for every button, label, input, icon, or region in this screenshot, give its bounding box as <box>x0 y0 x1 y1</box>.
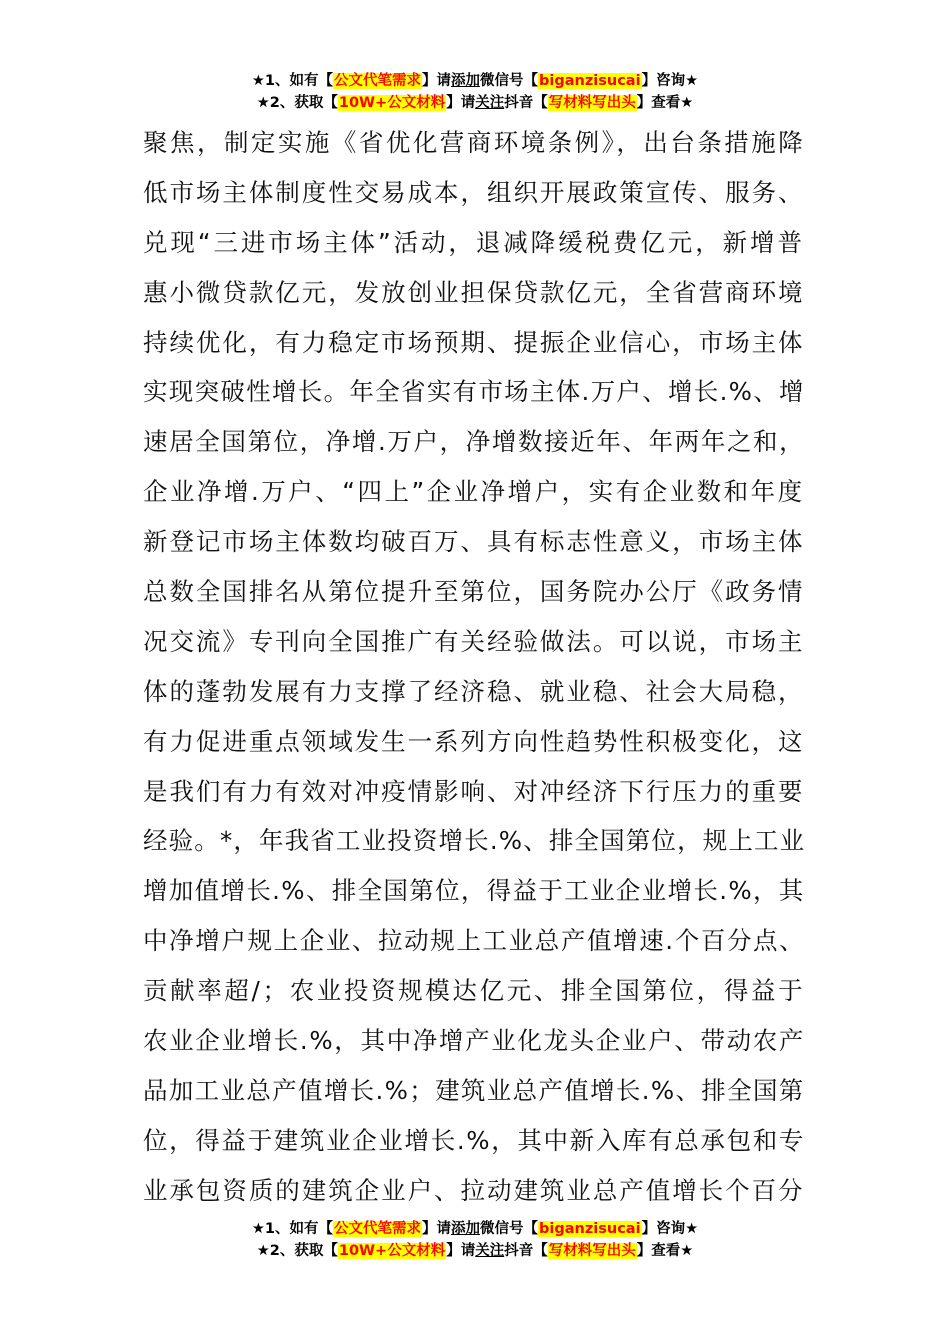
highlight-service: 公文代笔需求 <box>334 73 422 89</box>
body-text-line: 有力促进重点领域发生一系列方向性趋势性积极变化，这 <box>143 726 805 756</box>
banner-text: ★2、获取【 <box>256 1243 338 1259</box>
body-text-line: 总数全国排名从第位提升至第位，国务院办公厅《政务情 <box>143 577 805 607</box>
banner-text: 】请 <box>446 1243 476 1259</box>
banner-text: 微信号【 <box>480 1221 539 1237</box>
banner-text: ★1、如有【 <box>251 73 334 89</box>
banner-line-1 <box>0 70 950 92</box>
body-text-line: 中净增户规上企业、拉动规上工业总产值增速.个百分点、 <box>143 926 806 956</box>
body-text-line: 低市场主体制度性交易成本，组织开展政策宣传、服务、 <box>143 177 805 207</box>
banner-line-2 <box>0 1240 950 1262</box>
banner-text: 】请 <box>422 73 452 89</box>
body-text-line: 农业企业增长.%，其中净增产业化龙头企业户、带动农产 <box>143 1026 806 1056</box>
banner-text: 】咨询★ <box>641 1221 699 1237</box>
highlight-douyin-account: 写材料写出头 <box>548 1243 636 1259</box>
header-banner <box>0 70 950 114</box>
highlight-wechat-id: biganzisucai <box>539 1221 641 1237</box>
banner-underlined-text: 关注 <box>475 1243 505 1259</box>
banner-underlined-text: 添加 <box>451 73 481 89</box>
banner-text: 】请 <box>446 95 476 111</box>
body-text-line: 实现突破性增长。年全省实有市场主体.万户、增长.%、增 <box>143 377 805 407</box>
body-text-line: 兑现“三进市场主体”活动，退减降缓税费亿元，新增普 <box>143 227 805 257</box>
body-text-line: 贡献率超/；农业投资规模达亿元、排全国第位，得益于 <box>143 976 806 1006</box>
body-text-line: 况交流》专刊向全国推广有关经验做法。可以说，市场主 <box>143 626 805 656</box>
body-text-line: 速居全国第位，净增.万户，净增数接近年、年两年之和， <box>143 427 806 457</box>
highlight-douyin-account: 写材料写出头 <box>548 95 636 111</box>
banner-underlined-text: 添加 <box>451 1221 481 1237</box>
banner-text: 微信号【 <box>480 73 539 89</box>
body-text-line: 企业净增.万户、“四上”企业净增户，实有企业数和年度 <box>143 477 805 507</box>
banner-text: 】查看★ <box>636 95 694 111</box>
highlight-materials: 10W+公文材料 <box>338 1243 446 1259</box>
footer-banner <box>0 1218 950 1262</box>
body-text-line: 惠小微贷款亿元，发放创业担保贷款亿元，全省营商环境 <box>143 277 805 307</box>
body-text-line: 经验。*，年我省工业投资增长.%、排全国第位，规上工业 <box>143 826 806 856</box>
banner-underlined-text: 关注 <box>475 95 505 111</box>
highlight-service: 公文代笔需求 <box>334 1221 422 1237</box>
banner-text: 】咨询★ <box>641 73 699 89</box>
banner-text: 抖音【 <box>504 1243 548 1259</box>
banner-text: 】请 <box>422 1221 452 1237</box>
body-text-line: 持续优化，有力稳定市场预期、提振企业信心，市场主体 <box>143 327 805 357</box>
banner-text: 】查看★ <box>636 1243 694 1259</box>
body-text-line: 位，得益于建筑业企业增长.%，其中新入库有总承包和专 <box>143 1125 806 1155</box>
body-text-line: 品加工业总产值增长.%；建筑业总产值增长.%、排全国第 <box>143 1075 805 1105</box>
body-text-line: 聚焦，制定实施《省优化营商环境条例》，出台条措施降 <box>143 128 806 157</box>
banner-text: ★2、获取【 <box>256 95 338 111</box>
banner-text: 抖音【 <box>504 95 548 111</box>
highlight-materials: 10W+公文材料 <box>338 95 446 111</box>
highlight-wechat-id: biganzisucai <box>539 73 641 89</box>
body-text-line: 增加值增长.%、排全国第位，得益于工业企业增长.%，其 <box>143 876 805 906</box>
body-text-line: 业承包资质的建筑企业户、拉动建筑业总产值增长个百分 <box>143 1175 805 1205</box>
banner-line-1 <box>0 1218 950 1240</box>
body-text-line: 是我们有力有效对冲疫情影响、对冲经济下行压力的重要 <box>143 776 805 806</box>
banner-line-2 <box>0 92 950 114</box>
body-text-line: 新登记市场主体数均破百万、具有标志性意义，市场主体 <box>143 527 805 557</box>
banner-text: ★1、如有【 <box>251 1221 334 1237</box>
body-text-line: 体的蓬勃发展有力支撑了经济稳、就业稳、社会大局稳， <box>143 676 805 706</box>
document-body <box>143 118 823 1216</box>
